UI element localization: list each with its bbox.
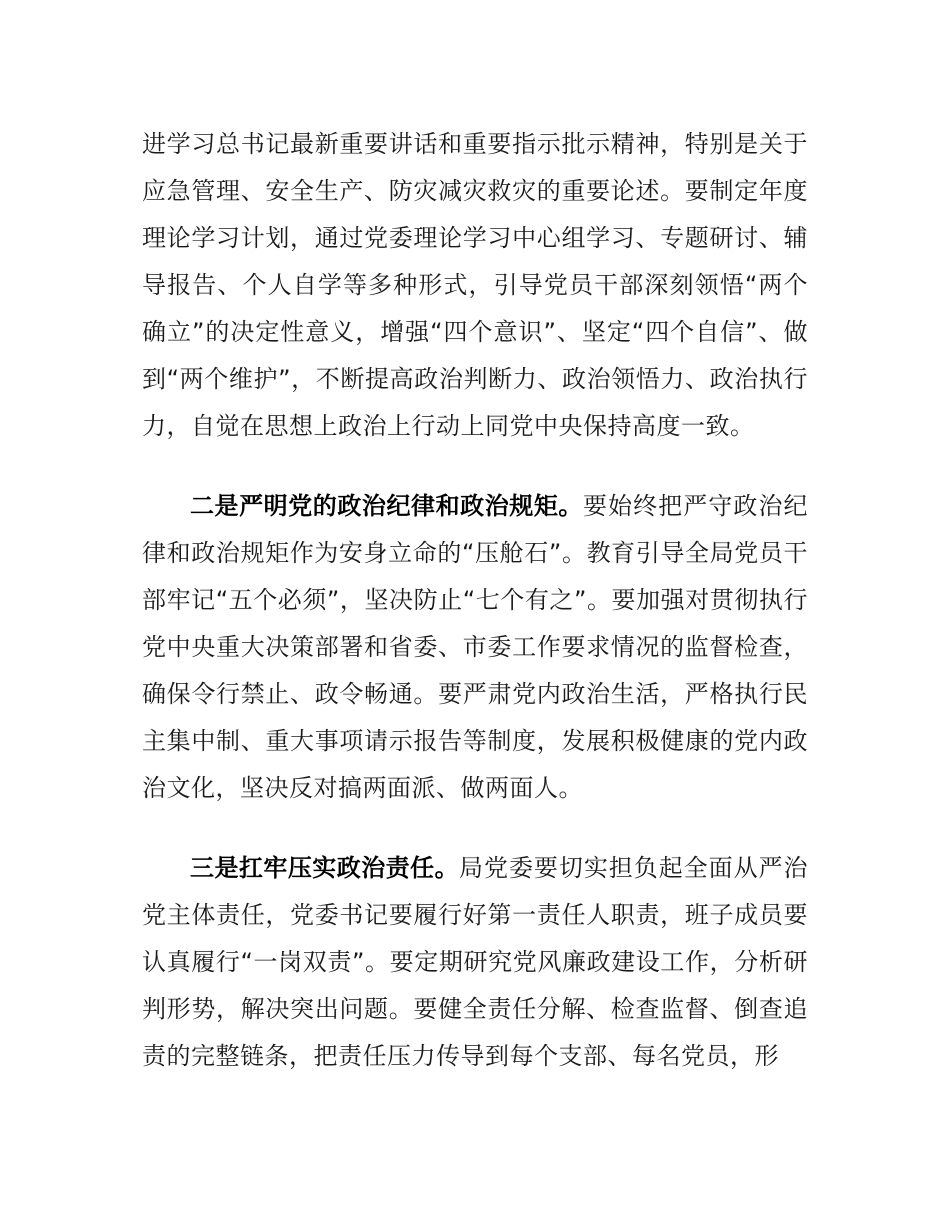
- paragraph-lead: 三是扛牢压实政治责任。: [190, 854, 460, 882]
- document-page: [142, 121, 808, 1113]
- paragraph-body: 要始终把严守政治纪律和政治规矩作为安身立命的“压舱石”。教育引导全局党员干部牢记“五个必须”，坚决防止“七个有之”。要加强对贯彻执行党中央重大决策部署和省委、市委工作要求情况的监督检查，确保令行禁止、政令畅通。要严肃党内政治生活，严格执行民主集中制、重大事项请示报告等制度，发展积极健康的党内政治文化，坚决反对搞两面派、做两面人。: [142, 492, 808, 802]
- paragraph-political-responsibility: [142, 845, 808, 1080]
- paragraph-political-discipline: [142, 483, 808, 812]
- paragraph-body: 进学习总书记最新重要讲话和重要指示批示精神，特别是关于应急管理、安全生产、防灾减灾救灾的重要论述。要制定年度理论学习计划，通过党委理论学习中心组学习、专题研讨、辅导报告、个人自学等多种形式，引导党员干部深刻领悟“两个确立”的决定性意义，增强“四个意识”、坚定“四个自信”、做到“两个维护”，不断提高政治判断力、政治领悟力、政治执行力，自觉在思想上政治上行动上同党中央保持高度一致。: [142, 130, 808, 440]
- paragraph-lead: 二是严明党的政治纪律和政治规矩。: [190, 492, 583, 520]
- paragraph-body: 局党委要切实担负起全面从严治党主体责任，党委书记要履行好第一责任人职责，班子成员要认真履行“一岗双责”。要定期研究党风廉政建设工作，分析研判形势，解决突出问题。要健全责任分解、检查监督、倒查追责的完整链条，把责任压力传导到每个支部、每名党员，形: [142, 854, 809, 1070]
- paragraph-study-continuation: [142, 121, 808, 450]
